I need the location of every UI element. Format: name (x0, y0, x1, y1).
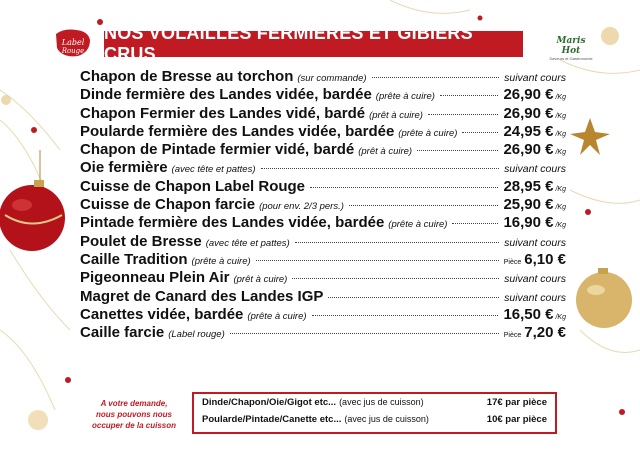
dot-leader (440, 95, 499, 96)
cooking-item-price: 17€ par pièce (486, 397, 547, 408)
product-name: Chapon Fermier des Landes vidé, bardé (80, 104, 366, 122)
dot-leader (428, 114, 498, 115)
cooking-price-row (202, 414, 547, 431)
price-unit: /Kg (555, 204, 566, 212)
price-row (80, 324, 566, 342)
product-price: 26,90 € (503, 86, 554, 104)
cooking-service-note: A votre demande, nous pouvons nous occuper de la cuisson (91, 399, 177, 430)
price-row (80, 141, 566, 159)
product-note: (Label rouge) (168, 329, 225, 341)
product-price: suivant cours (504, 291, 566, 304)
dot-leader (256, 260, 499, 261)
price-row (80, 288, 566, 306)
price-unit: /Kg (555, 112, 566, 120)
product-note: (sur commande) (297, 73, 367, 84)
product-name: Caille Tradition (80, 250, 188, 268)
product-note: (prêt à cuire) (369, 109, 423, 121)
product-name: Pigeonneau Plein Air (80, 269, 230, 287)
dot-leader (292, 278, 499, 279)
price-row (80, 159, 566, 177)
cooking-item-name: Poularde/Pintade/Canette etc... (202, 414, 342, 425)
dot-leader (372, 77, 500, 78)
price-row (80, 123, 566, 141)
product-note: (avec tête et pattes) (171, 164, 256, 176)
cooking-item-note: (avec jus de cuisson) (339, 397, 424, 407)
brand-logo: Maris Hot Saveurs et Gastronomie (549, 36, 593, 61)
cooking-price-box (192, 392, 557, 434)
dot-leader (230, 333, 499, 334)
product-note: (prêt à cuire) (358, 146, 413, 158)
product-price: suivant cours (504, 273, 566, 286)
product-price: suivant cours (504, 236, 566, 249)
price-unit: /Kg (555, 185, 566, 193)
product-name: Pintade fermière des Landes vidée, bardée (80, 214, 385, 232)
product-name: Canettes vidée, bardée (80, 305, 244, 323)
price-row (80, 68, 566, 86)
price-row (80, 269, 566, 287)
price-row (80, 233, 566, 251)
product-name: Cuisse de Chapon farcie (80, 196, 256, 214)
product-price: suivant cours (504, 72, 566, 84)
product-name: Poulet de Bresse (80, 232, 202, 250)
price-unit: /Kg (555, 222, 566, 230)
price-unit: /Kg (555, 130, 566, 138)
product-note: (prête à cuire) (388, 219, 448, 231)
price-row (80, 196, 566, 214)
price-prefix: Pièce (503, 258, 522, 266)
price-row (80, 306, 566, 324)
product-name: Magret de Canard des Landes IGP (80, 287, 324, 305)
price-row (80, 86, 566, 104)
cooking-item-price: 10€ par pièce (486, 414, 547, 425)
cooking-item-name: Dinde/Chapon/Oie/Gigot etc... (202, 397, 337, 408)
dot-leader (295, 242, 499, 243)
page-title: NOS VOLAILLES FERMIÈRES ET GIBIERS CRUS (104, 31, 523, 57)
product-note: (pour env. 2/3 pers.) (259, 201, 344, 213)
dot-leader (312, 315, 499, 316)
product-price: 25,90 € (503, 196, 554, 214)
product-note: (avec tête et pattes) (205, 237, 290, 249)
red-bauble-icon (0, 150, 65, 251)
product-price: 16,50 € (503, 305, 554, 323)
price-prefix: Pièce (503, 332, 522, 340)
dot-leader (417, 150, 498, 151)
product-name: Oie fermière (80, 159, 168, 177)
product-price: 7,20 € (524, 324, 566, 342)
product-name: Dinde fermière des Landes vidée, bardée (80, 86, 372, 104)
product-price: 6,10 € (524, 250, 566, 268)
dot-leader (462, 132, 498, 133)
product-note: (prête à cuire) (191, 255, 251, 267)
product-name: Poularde fermière des Landes vidée, bardée (80, 122, 395, 140)
product-name: Chapon de Pintade fermier vidé, bardé (80, 141, 355, 159)
svg-text:Label: Label (61, 38, 85, 47)
product-name: Cuisse de Chapon Label Rouge (80, 177, 306, 195)
dot-leader (349, 205, 499, 206)
product-name: Caille farcie (80, 324, 165, 342)
gold-star-icon (570, 118, 610, 155)
product-price: 26,90 € (503, 141, 554, 159)
product-price: 16,90 € (503, 214, 554, 232)
dot-leader (452, 223, 498, 224)
gold-bauble-icon (576, 268, 632, 328)
label-rouge-logo (54, 28, 92, 58)
price-row (80, 214, 566, 232)
price-unit: /Kg (555, 149, 566, 157)
price-row (80, 178, 566, 196)
product-note: (prêt à cuire) (233, 274, 288, 286)
product-price: suivant cours (504, 163, 566, 176)
cooking-price-row (202, 397, 547, 414)
svg-text:Rouge: Rouge (61, 47, 85, 55)
price-unit: /Kg (555, 94, 566, 102)
price-list (80, 68, 566, 342)
product-price: 26,90 € (503, 104, 554, 122)
product-note: (prête à cuire) (247, 310, 307, 322)
price-row (80, 105, 566, 123)
dot-leader (310, 187, 498, 188)
product-price: 28,95 € (503, 177, 554, 195)
price-unit: /Kg (555, 313, 566, 321)
product-note: (prête à cuire) (398, 127, 458, 139)
dot-leader (261, 168, 500, 169)
product-name: Chapon de Bresse au torchon (80, 68, 294, 85)
dot-leader (328, 297, 499, 298)
product-price: 24,95 € (503, 122, 554, 140)
cooking-item-note: (avec jus de cuisson) (344, 414, 429, 424)
price-row (80, 251, 566, 269)
product-note: (prête à cuire) (375, 91, 435, 103)
